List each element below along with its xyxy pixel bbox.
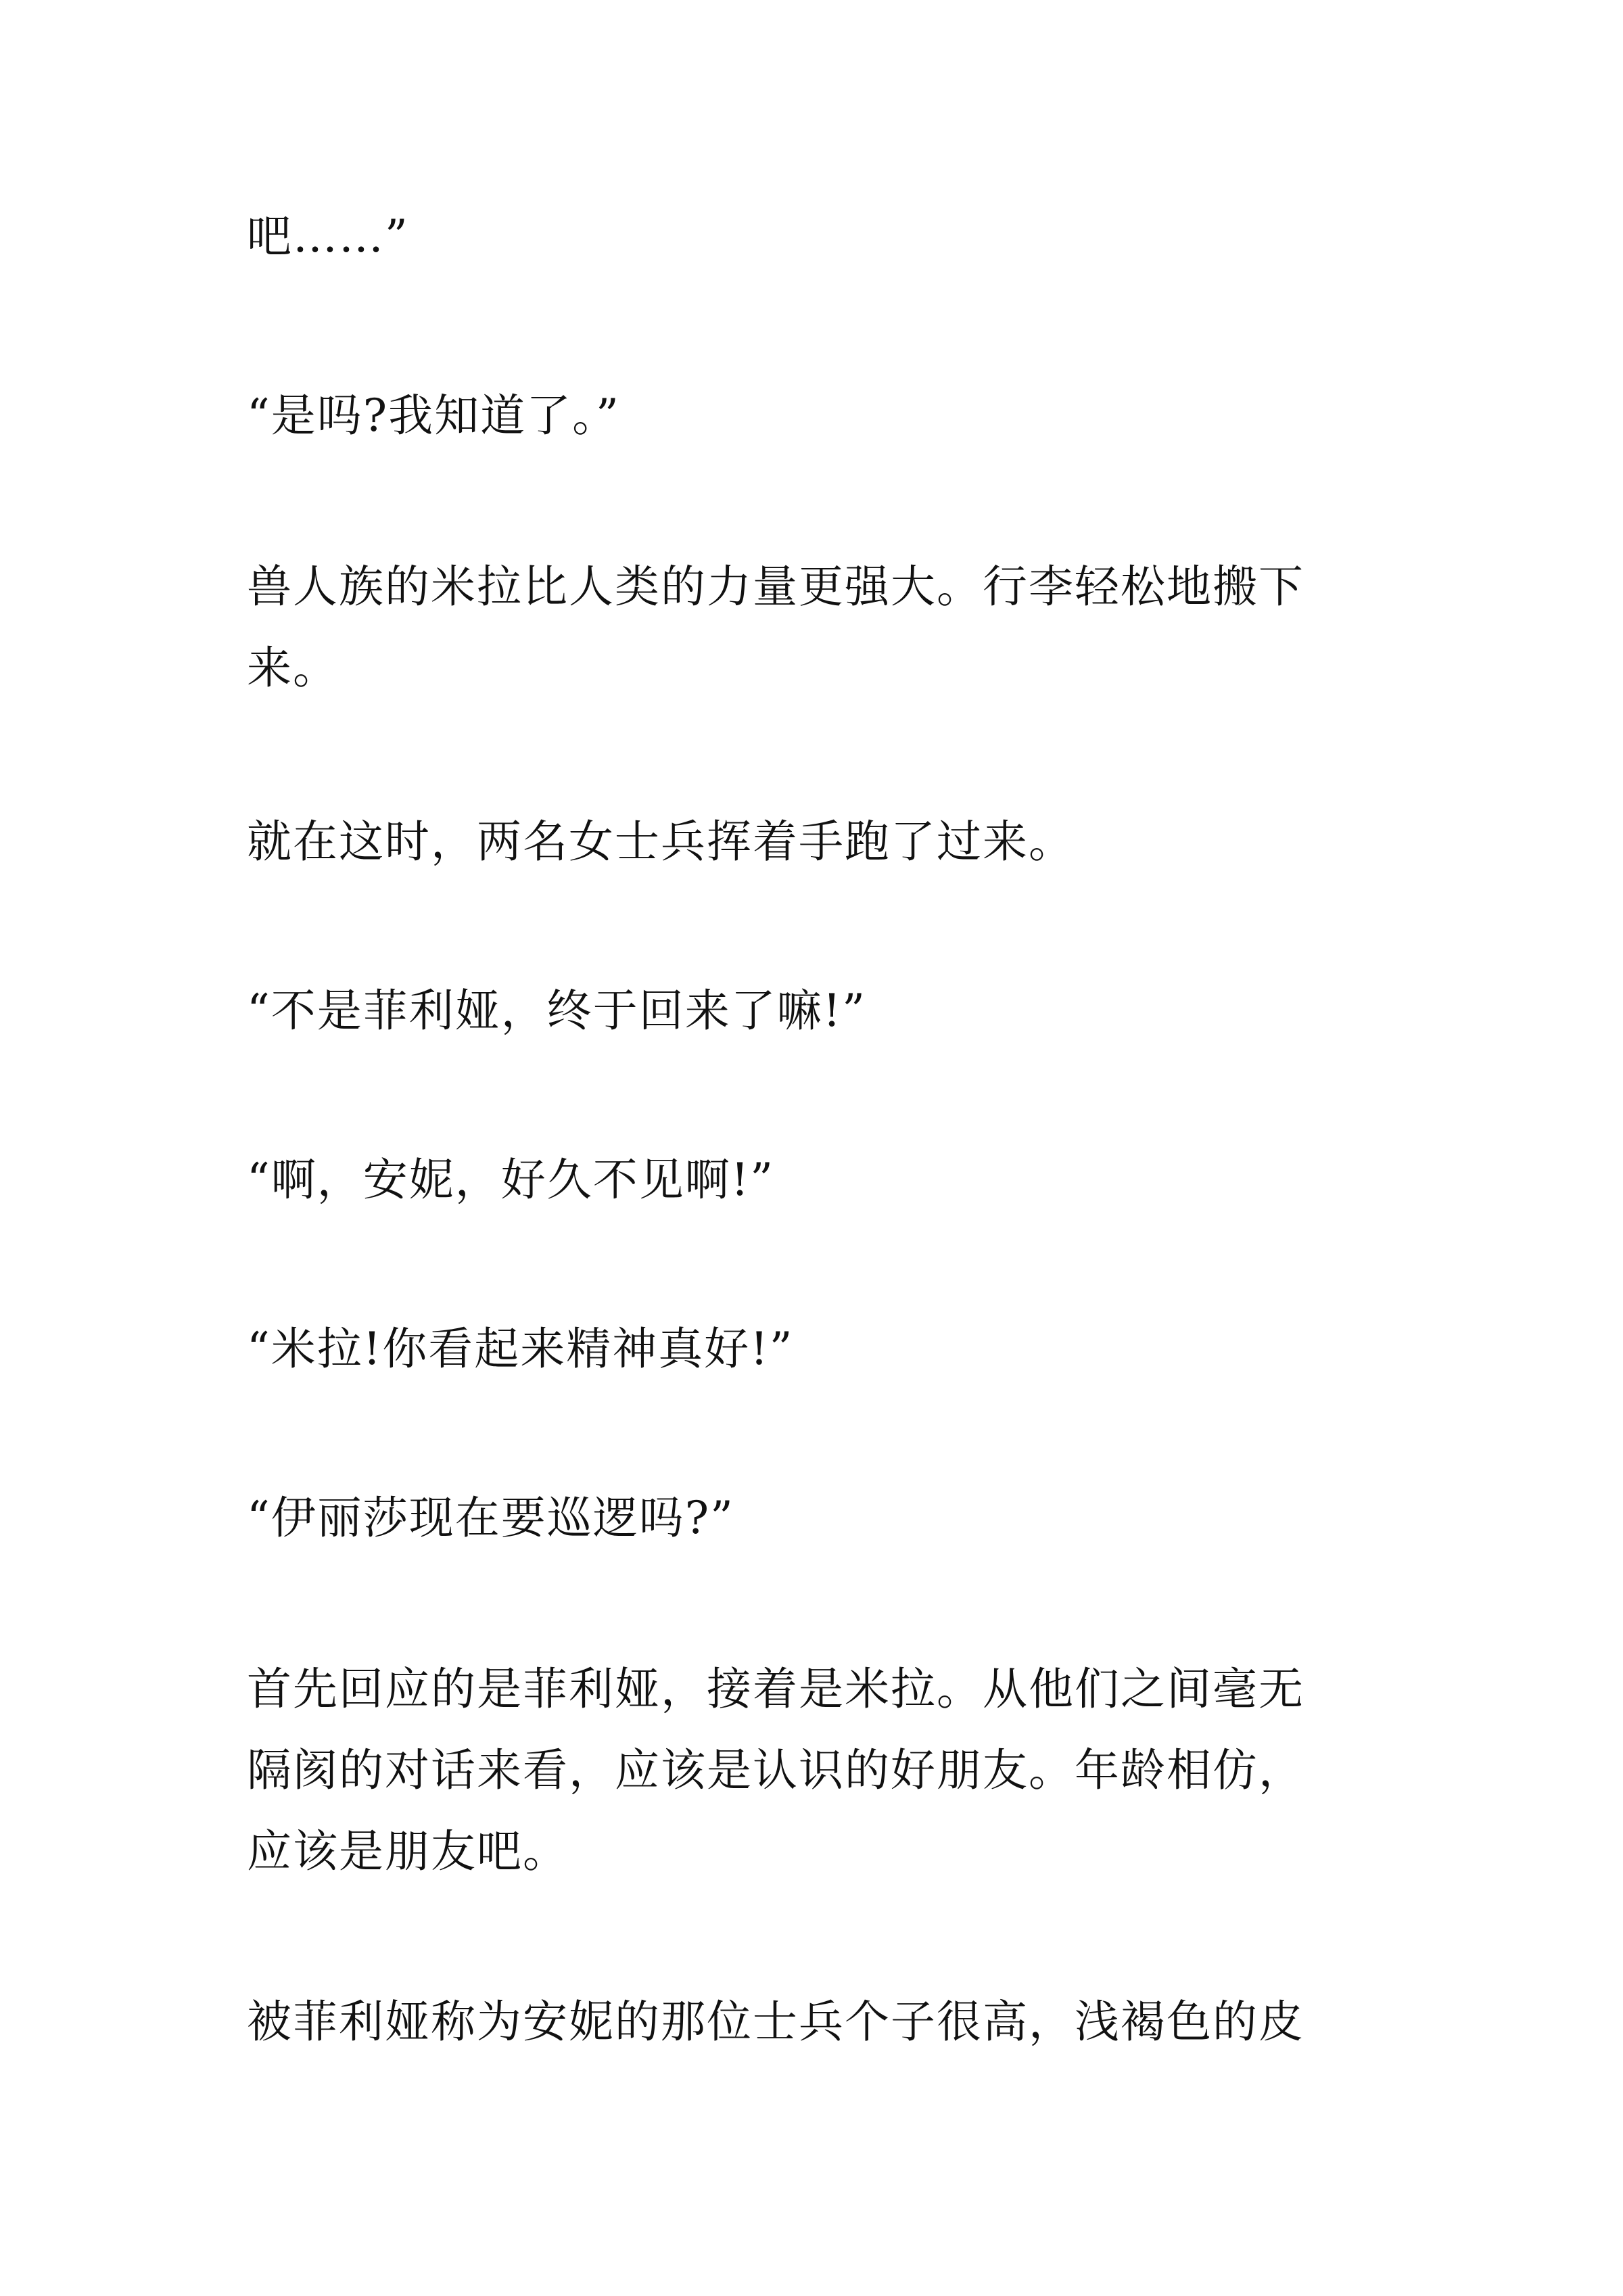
- paragraph-9: 首先回应的是菲利娅，接着是米拉。从他们之间毫无 隔阂的对话来看，应该是认识的好朋友。年龄相仿， 应该是朋友吧。: [247, 1663, 1304, 1877]
- paragraph-6: “啊，安妮，好久不见啊!”: [247, 1154, 775, 1206]
- paragraph-7: “米拉!你看起来精神真好!”: [247, 1323, 794, 1375]
- paragraph-5: “不是菲利娅，终于回来了嘛!”: [247, 985, 867, 1037]
- paragraph-8: “伊丽莎现在要巡逻吗?”: [247, 1492, 734, 1544]
- paragraph-2: “是吗?我知道了。”: [247, 390, 620, 442]
- paragraph-3: 兽人族的米拉比人类的力量更强大。行李轻松地搬下 来。: [247, 561, 1304, 694]
- paragraph-4: 就在这时，两名女士兵挥着手跑了过来。: [247, 816, 1075, 868]
- paragraph-10: 被菲利娅称为安妮的那位士兵个子很高，浅褐色的皮: [247, 1996, 1304, 2048]
- paragraph-1: 吧……”: [247, 210, 409, 262]
